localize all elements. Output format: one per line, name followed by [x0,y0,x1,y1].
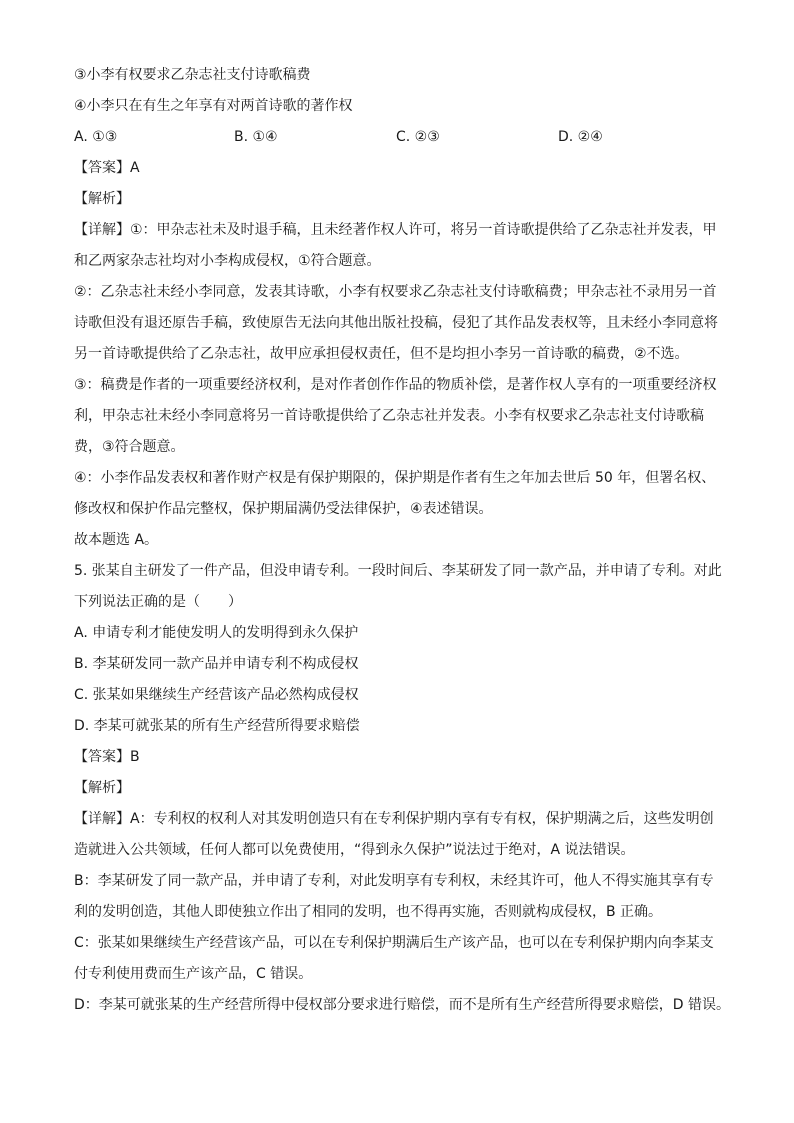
answer-label: 【答案】A [74,160,140,176]
explanation-line: 另一首诗歌提供给了乙杂志社，故甲应承担侵权责任，但不是均担小李另一首诗歌的稿费，②不选。 [74,346,689,362]
question-5-stem: 5. 张某自主研发了一件产品，但没申请专利。一段时间后、李某研发了同一款产品，并申请了专利。对此 [74,563,722,579]
explanation-line: C：张某如果继续生产经营该产品，可以在专利保护期满后生产该产品，也可以在专利保护期内向李某支 [74,935,714,951]
statement-4: ④小李只在有生之年享有对两首诗歌的著作权 [74,98,353,114]
answer-options [74,126,724,148]
explanation-line: ④：小李作品发表权和著作财产权是有保护期限的，保护期是作者有生之年加去世后 50 年，但署名权、 [74,470,716,486]
option-c: C. ②③ [396,129,440,145]
conclusion-line: 故本题选 A。 [74,532,159,548]
question-5-option-a: A. 申请专利才能使发明人的发明得到永久保护 [74,625,359,641]
question-5-option-b: B. 李某研发同一款产品并申请专利不构成侵权 [74,656,359,672]
question-5-option-c: C. 张某如果继续生产经营该产品必然构成侵权 [74,687,359,703]
explanation-line: 费，③符合题意。 [74,439,185,455]
explanation-line: 付专利使用费而生产该产品，C 错误。 [74,966,313,982]
question-content [74,64,731,1016]
explanation-line: 和乙两家杂志社均对小李构成侵权，①符合题意。 [74,253,381,269]
explanation-line: ②：乙杂志社未经小李同意，发表其诗歌，小李有权要求乙杂志社支付诗歌稿费；甲杂志社不录用另一首 [74,284,717,300]
option-d: D. ②④ [558,129,603,145]
explanation-line: 【详解】A：专利权的权利人对其发明创造只有在专利保护期内享有专有权，保护期满之后，这些发明创 [74,811,714,827]
explanation-line: 【详解】①：甲杂志社未及时退手稿，且未经著作权人许可，将另一首诗歌提供给了乙杂志社并发表，甲 [74,222,717,238]
option-a: A. ①③ [74,129,118,145]
explanation-line: B：李某研发了同一款产品，并申请了专利，对此发明享有专利权，未经其许可，他人不得实施其享有专 [74,873,714,889]
explanation-line: 诗歌但没有退还原告手稿，致使原告无法向其他出版社投稿，侵犯了其作品发表权等，且未经小李同意将 [74,315,718,331]
answer-label: 【答案】B [74,749,140,765]
explanation-line: 修改权和保护作品完整权，保护期届满仍受法律保护，④表述错误。 [74,501,493,517]
explanation-line: 利，甲杂志社未经小李同意将另一首诗歌提供给了乙杂志社并发表。小李有权要求乙杂志社支付诗歌稿 [74,408,704,424]
question-5-stem: 下列说法正确的是（ ） [74,594,242,610]
option-b: B. ①④ [234,129,278,145]
statement-3: ③小李有权要求乙杂志社支付诗歌稿费 [74,67,311,83]
question-5-option-d: D. 李某可就张某的所有生产经营所得要求赔偿 [74,718,360,734]
explanation-line: D：李某可就张某的生产经营所得中侵权部分要求进行赔偿，而不是所有生产经营所得要求赔偿，D 错误。 [74,997,731,1013]
analysis-label: 【解析】 [74,780,130,796]
explanation-line: 造就进入公共领域，任何人都可以免费使用，“得到永久保护”说法过于绝对，A 说法错误。 [74,842,635,858]
analysis-label: 【解析】 [74,191,130,207]
explanation-line: ③：稿费是作者的一项重要经济权利，是对作者创作作品的物质补偿，是著作权人享有的一项重要经济权 [74,377,717,393]
explanation-line: 利的发明创造，其他人即使独立作出了相同的发明，也不得再实施，否则就构成侵权，B 正确。 [74,904,663,920]
